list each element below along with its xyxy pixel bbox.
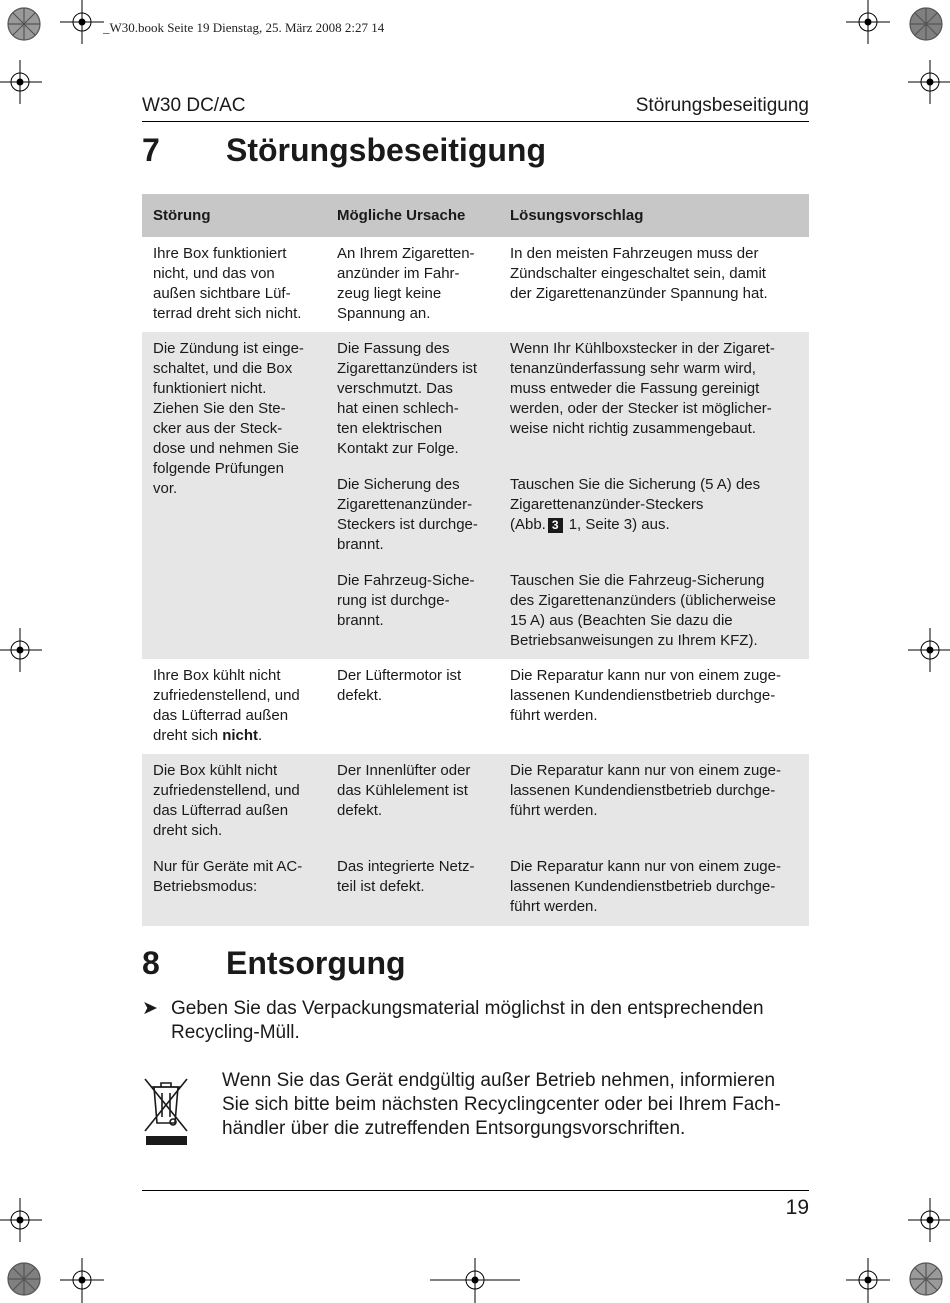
stoerung-text: Die Zündung ist einge- schaltet, und die Box funktioniert nicht. Ziehen Sie den Ste- cker aus der Steck- dose und nehmen Sie folgende Prüfungen vor. — [153, 340, 304, 497]
figure-reference-badge: 3 — [548, 518, 563, 533]
table-cell — [499, 857, 809, 926]
arrow-bullet-icon: ➤ — [142, 998, 158, 1019]
ursache-text: Der Innenlüfter oder das Kühlelement ist defekt. — [337, 762, 471, 819]
column-header-stoerung: Störung — [142, 194, 326, 237]
stoerung-text: Nur für Geräte mit AC- Betriebsmodus: — [153, 858, 303, 895]
table-row — [142, 754, 809, 857]
table-row — [142, 332, 809, 475]
stoerung-emphasis: nicht — [222, 727, 259, 744]
ursache-text: Der Lüftermotor ist defekt. — [337, 667, 462, 704]
ursache-text: An Ihrem Zigaretten- anzünder im Fahr- zeug liegt keine Spannung an. — [337, 245, 475, 322]
table-cell — [326, 754, 499, 857]
table-cell — [142, 659, 326, 754]
color-wheel-bottom-right — [910, 1263, 942, 1295]
loesung-text-part: Tauschen Sie die Sicherung (5 A) des Zigarettenanzünder-Steckers (Abb. — [510, 476, 761, 533]
print-info: _W30.book Seite 19 Dienstag, 25. März 2008 2:27 14 — [103, 20, 385, 35]
running-header-left: W30 DC/AC — [142, 95, 246, 116]
stoerung-text: Die Box kühlt nicht zufriedenstellend, und das Lüfterrad außen dreht sich. — [153, 762, 300, 839]
instruction-text: Geben Sie das Verpackungsmaterial möglichst in den entsprechenden Recycling-Müll. — [171, 998, 764, 1043]
table-cell — [499, 571, 809, 659]
table-row — [142, 659, 809, 754]
color-wheel-bottom-left — [8, 1263, 40, 1295]
ursache-text: Das integrierte Netz- teil ist defekt. — [337, 858, 475, 895]
table-cell — [326, 659, 499, 754]
troubleshooting-table — [142, 194, 809, 926]
column-header-ursache: Mögliche Ursache — [326, 194, 499, 237]
section-8-heading — [142, 945, 810, 985]
table-cell — [142, 754, 326, 857]
section-8-number: 8 — [142, 945, 160, 981]
section-7-number: 7 — [142, 132, 160, 168]
stoerung-text: Ihre Box funktioniert nicht, und das von außen sichtbare Lüf- terrad dreht sich nicht. — [153, 245, 302, 322]
table-cell — [142, 237, 326, 332]
table-cell — [326, 237, 499, 332]
loesung-text: Wenn Ihr Kühlboxstecker in der Zigaret- tenanzünderfassung sehr warm wird, muss entweder die Fassung gereinigt werden, oder der Stecker ist möglicher- weise nicht richtig zusammengebaut. — [510, 340, 775, 437]
ursache-text: Die Sicherung des Zigarettenanzünder- Steckers ist durchge- brannt. — [337, 476, 478, 553]
loesung-text-part: 1, Seite 3) aus. — [564, 516, 670, 533]
table-cell — [499, 475, 809, 571]
table-row — [142, 237, 809, 332]
stoerung-text-part: . — [258, 727, 263, 744]
section-7-heading — [142, 132, 810, 172]
table-cell — [499, 659, 809, 754]
table-cell — [326, 857, 499, 926]
column-header-loesung: Lösungsvorschlag — [499, 194, 809, 237]
disposal-note: Wenn Sie das Gerät endgültig außer Betrieb nehmen, informieren Sie sich bitte beim nächsten Recyclingcenter oder bei Ihrem Fach- händler über die zutreffenden Entsorgungsvorschriften. — [222, 1070, 781, 1139]
page-number: 19 — [785, 1196, 809, 1219]
crop-mark-bottom-center — [430, 1258, 520, 1303]
stoerung-text-part: Ihre Box kühlt nicht zufriedenstellend, und das Lüfterrad außen dreht sich — [153, 667, 300, 744]
table-cell — [499, 332, 809, 475]
loesung-text: Tauschen Sie die Fahrzeug-Sicherung des Zigarettenanzünders (üblicherweise 15 A) aus (Beachten Sie dazu die Betriebsanweisungen zu Ihrem KFZ). — [510, 572, 776, 649]
crop-mark-mid-left — [0, 628, 42, 672]
ursache-text: Die Fahrzeug-Siche- rung ist durchge- brannt. — [337, 572, 475, 629]
section-7-title: Störungsbeseitigung — [226, 132, 546, 168]
color-wheel-top-right — [910, 8, 942, 40]
table-cell — [499, 754, 809, 857]
footer-rule — [142, 1190, 809, 1191]
loesung-text: Die Reparatur kann nur von einem zuge- lassenen Kundendienstbetrieb durchge- führt werden. — [510, 762, 781, 819]
loesung-text: In den meisten Fahrzeugen muss der Zündschalter eingeschaltet sein, damit der Zigarettenanzünder Spannung hat. — [510, 245, 768, 302]
table-cell — [142, 332, 326, 659]
table-cell — [326, 571, 499, 659]
header-rule — [142, 121, 809, 122]
loesung-text: Die Reparatur kann nur von einem zuge- lassenen Kundendienstbetrieb durchge- führt werden. — [510, 667, 781, 724]
running-header-right: Störungsbeseitigung — [635, 95, 809, 116]
table-row — [142, 857, 809, 926]
section-8-title: Entsorgung — [226, 945, 406, 981]
table-cell — [142, 857, 326, 926]
loesung-text: Die Reparatur kann nur von einem zuge- lassenen Kundendienstbetrieb durchge- führt werden. — [510, 858, 781, 915]
crop-mark-mid-right — [908, 628, 950, 672]
ursache-text: Die Fassung des Zigarettanzünders ist verschmutzt. Das hat einen schlech- ten elektrischen Kontakt zur Folge. — [337, 340, 478, 457]
crossed-bin-icon — [140, 1073, 192, 1149]
loesung-text — [510, 475, 798, 535]
stoerung-text — [153, 666, 315, 746]
table-cell — [499, 237, 809, 332]
table-cell — [326, 475, 499, 571]
instruction-bullet — [142, 997, 810, 1047]
color-wheel-top-left — [8, 8, 40, 40]
table-cell — [326, 332, 499, 475]
table-header-row — [142, 194, 809, 237]
